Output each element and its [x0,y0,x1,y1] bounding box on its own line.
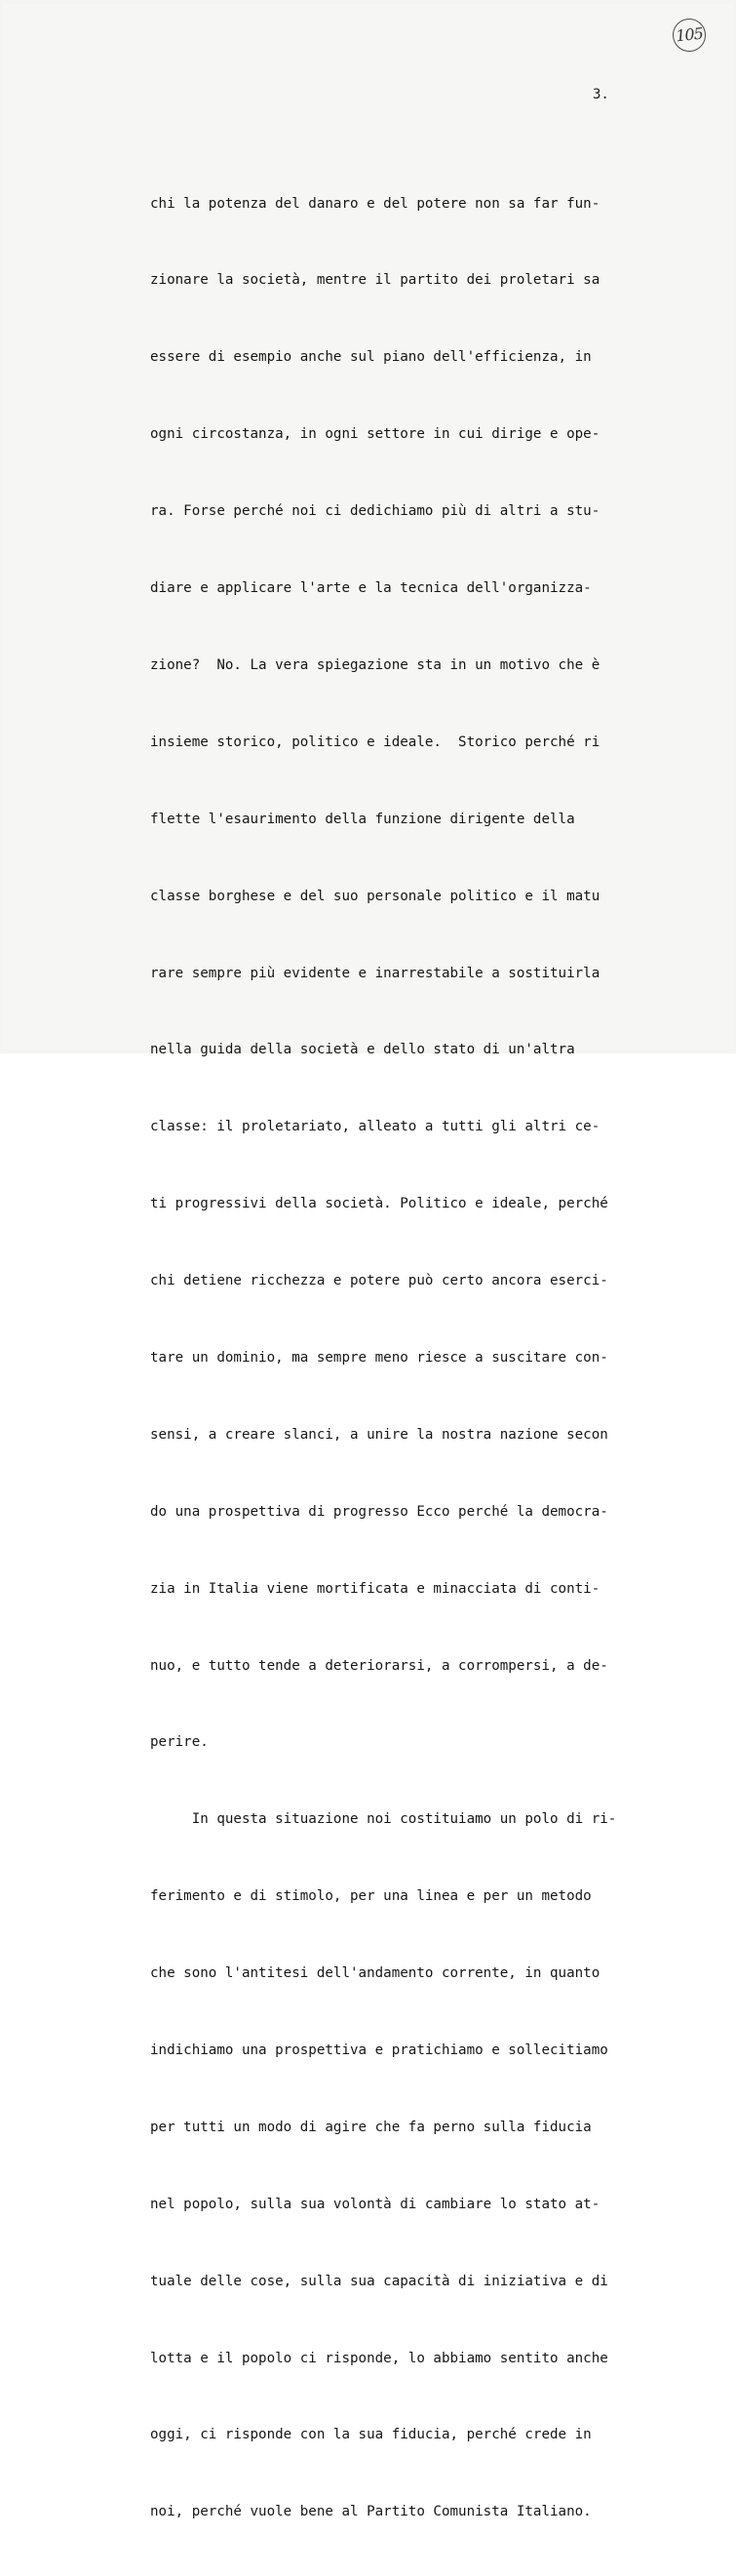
text-line: noi, perché vuole bene al Partito Comunista Italiano. [150,2504,592,2520]
text-line: nuo, e tutto tende a deteriorarsi, a corrompersi, a de- [150,1657,608,1674]
page-number: 3. [593,87,609,102]
text-line: rare sempre più evidente e inarrestabile a sostituirla [150,965,600,981]
text-line: essere di esempio anche sul piano dell'efficienza, in [150,349,592,366]
text-line: nella guida della società e dello stato di un'altra [150,1042,575,1058]
text-line: ti progressivi della società. Politico e ideale, perché [150,1196,608,1212]
text-line: classe: il proletariato, alleato a tutti gli altri ce- [150,1119,600,1135]
text-line: diare e applicare l'arte e la tecnica dell'organizza- [150,580,592,597]
text-line: ra. Forse perché noi ci dedichiamo più di altri a stu- [150,503,600,520]
text-line: do una prospettiva di progresso Ecco perché la democra- [150,1503,608,1520]
text-line: tare un dominio, ma sempre meno riesce a suscitare con- [150,1349,608,1366]
text-line: zionare la società, mentre il partito dei proletari sa [150,272,600,289]
text-line: perire. [150,1734,209,1751]
text-line: chi detiene ricchezza e potere può certo ancora eserci- [150,1273,608,1289]
text-line: oggi, ci risponde con la sua fiducia, perché crede in [150,2427,592,2443]
text-line: tuale delle cose, sulla sua capacità di iniziativa e di [150,2273,608,2289]
text-line: ogni circostanza, in ogni settore in cui dirige e ope- [150,426,600,443]
text-line: per tutti un modo di agire che fa perno sulla fiducia [150,2119,592,2135]
text-line: classe borghese e del suo personale politico e il matu [150,888,600,904]
text-line: In questa situazione noi costituiamo un polo di ri- [150,1811,617,1828]
archive-stamp: 105 [671,17,707,53]
text-line: sensi, a creare slanci, a unire la nostra nazione secon [150,1426,608,1443]
text-line: nel popolo, sulla sua volontà di cambiare lo stato at- [150,2196,600,2212]
text-line: zia in Italia viene mortificata e minacciata di conti- [150,1580,600,1597]
body-text [150,139,657,2576]
text-line: insieme storico, politico e ideale. Storico perché ri [150,733,600,750]
text-line: lotta e il popolo ci risponde, lo abbiamo sentito anche [150,2350,608,2366]
text-line: zione? No. La vera spiegazione sta in un motivo che è [150,656,600,673]
text-line: chi la potenza del danaro e del potere non sa far fun- [150,195,600,212]
text-line: ferimento e di stimolo, per una linea e per un metodo [150,1888,592,1905]
text-line: che sono l'antitesi dell'andamento corrente, in quanto [150,1965,600,1982]
text-line: indichiamo una prospettiva e pratichiamo e sollecitiamo [150,2041,608,2058]
text-line: flette l'esaurimento della funzione dirigente della [150,811,575,827]
